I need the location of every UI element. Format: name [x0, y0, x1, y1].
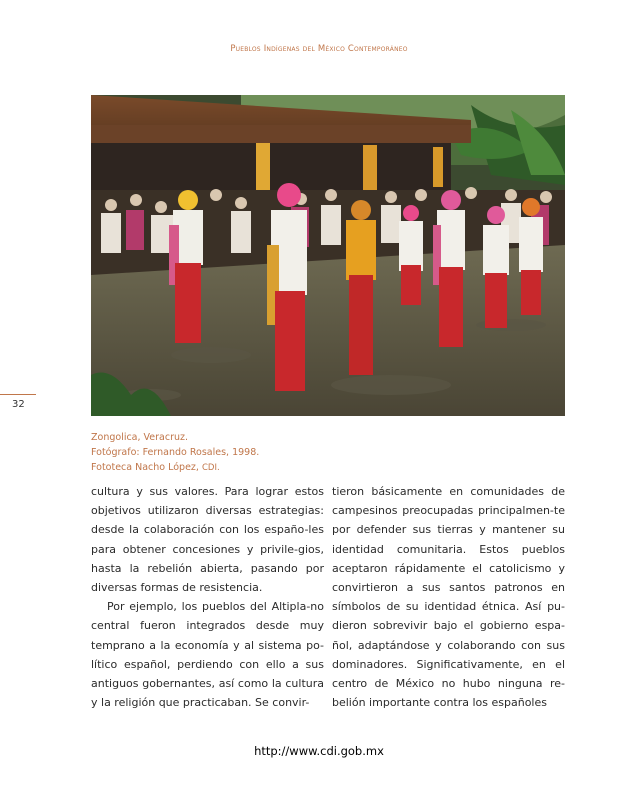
body-paragraph: cultura y sus valores. Para lograr estos objetivos utilizaron diversas estrategias: desde la colaboración con los españo-les para obtener concesiones y privile-gios, hasta la rebelión abierta, pasando por diversas formas de resistencia. — [91, 485, 324, 595]
photo-caption — [91, 430, 259, 476]
caption-archive: Fototeca Nacho López, — [91, 462, 199, 473]
running-header: Pueblos Indígenas del México Contemporáneo — [230, 44, 408, 54]
body-paragraph: Por ejemplo, los pueblos del Altipla-no central fueron integrados desde muy temprano a la economía y al sistema po-lítico español, perdiendo con ello a sus antiguos gobernantes, así como la cultura y la religión que practicaban. Se convir- — [91, 600, 324, 710]
body-column-right — [332, 482, 565, 712]
caption-archive-line — [91, 460, 259, 476]
body-column-left — [91, 482, 324, 712]
page-number-rule — [0, 394, 36, 395]
footer-url-link[interactable]: http://www.cdi.gob.mx — [254, 744, 384, 758]
dancers-photograph — [91, 95, 565, 416]
caption-archive-acronym: CDI. — [201, 463, 220, 473]
caption-photographer: Fotógrafo: Fernando Rosales, 1998. — [91, 447, 260, 458]
caption-location: Zongolica, Veracruz. — [91, 432, 189, 443]
body-paragraph: tieron básicamente en comunidades de campesinos preocupadas principalmen-te por defender sus tierras y mantener su identidad comunitaria. Estos pueblos aceptaron rápidamente el catolicismo y convirtieron a sus santos patronos en símbolos de su identidad étnica. Así pu-dieron sobrevivir bajo el gobierno espa-ñol, adaptándose y colaborando con sus dominadores. Significativamente, en el centro de México no hubo ninguna re-belión importante contra los españoles — [332, 485, 565, 710]
page-number: 32 — [12, 399, 25, 410]
